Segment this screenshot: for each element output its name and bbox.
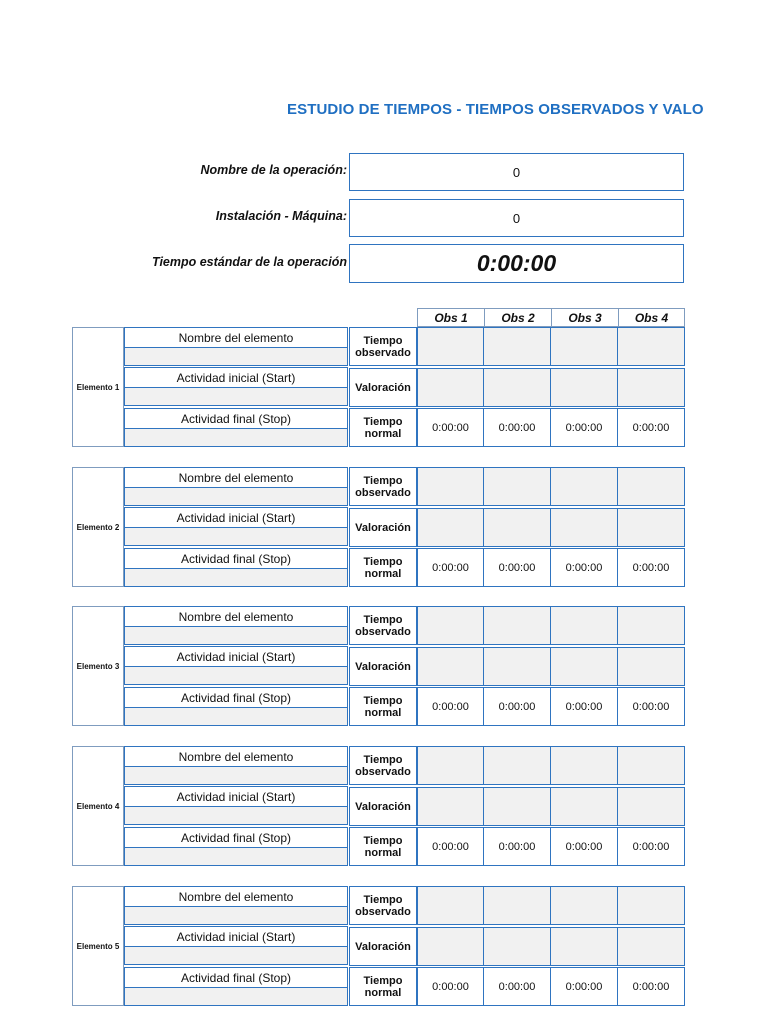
normal-time-cell: 0:00:00 <box>417 408 484 447</box>
row-label-rating: Valoración <box>349 927 417 966</box>
normal-time-cell: 0:00:00 <box>551 827 618 866</box>
row-label-normal: Tiempo normal <box>349 967 417 1006</box>
observed-input-cell[interactable] <box>417 886 484 925</box>
row-cells-observed <box>417 746 685 785</box>
field-title-stop: Actividad final (Stop) <box>124 687 348 707</box>
machine-field[interactable]: 0 <box>349 199 684 237</box>
rating-input-cell[interactable] <box>484 647 551 686</box>
observed-input-cell[interactable] <box>618 327 685 366</box>
row-cells-rating <box>417 508 685 547</box>
observed-input-cell[interactable] <box>417 467 484 506</box>
rating-input-cell[interactable] <box>417 368 484 407</box>
normal-time-cell: 0:00:00 <box>484 548 551 587</box>
observed-input-cell[interactable] <box>417 606 484 645</box>
observed-input-cell[interactable] <box>484 886 551 925</box>
observed-input-cell[interactable] <box>484 327 551 366</box>
rating-input-cell[interactable] <box>484 508 551 547</box>
field-title-start: Actividad inicial (Start) <box>124 646 348 666</box>
field-input-stop[interactable] <box>124 847 348 866</box>
field-title-start: Actividad inicial (Start) <box>124 507 348 527</box>
field-input-name[interactable] <box>124 487 348 506</box>
rating-input-cell[interactable] <box>551 647 618 686</box>
row-cells-observed <box>417 467 685 506</box>
element-block-2 <box>72 467 686 587</box>
row-label-normal: Tiempo normal <box>349 548 417 587</box>
element-block-1 <box>72 327 686 447</box>
normal-time-cell: 0:00:00 <box>618 408 685 447</box>
element-label: Elemento 1 <box>72 327 124 447</box>
row-label-rating: Valoración <box>349 647 417 686</box>
normal-time-cell: 0:00:00 <box>417 967 484 1006</box>
element-label: Elemento 5 <box>72 886 124 1006</box>
observed-input-cell[interactable] <box>417 746 484 785</box>
field-title-name: Nombre del elemento <box>124 467 348 487</box>
rating-input-cell[interactable] <box>484 927 551 966</box>
element-block-5 <box>72 886 686 1006</box>
element-label: Elemento 3 <box>72 606 124 726</box>
observed-input-cell[interactable] <box>551 606 618 645</box>
row-label-normal: Tiempo normal <box>349 408 417 447</box>
observed-input-cell[interactable] <box>551 746 618 785</box>
obs-header-2: Obs 2 <box>484 308 551 327</box>
rating-input-cell[interactable] <box>484 368 551 407</box>
element-label: Elemento 2 <box>72 467 124 587</box>
field-title-name: Nombre del elemento <box>124 606 348 626</box>
rating-input-cell[interactable] <box>618 927 685 966</box>
field-input-start[interactable] <box>124 666 348 685</box>
field-input-stop[interactable] <box>124 987 348 1006</box>
field-title-start: Actividad inicial (Start) <box>124 926 348 946</box>
field-title-name: Nombre del elemento <box>124 327 348 347</box>
row-label-observed: Tiempo observado <box>349 606 417 645</box>
row-cells-observed <box>417 606 685 645</box>
obs-header-1: Obs 1 <box>417 308 484 327</box>
row-label-observed: Tiempo observado <box>349 327 417 366</box>
standard-time-value: 0:00:00 <box>349 244 684 283</box>
observed-input-cell[interactable] <box>551 886 618 925</box>
rating-input-cell[interactable] <box>618 647 685 686</box>
observed-input-cell[interactable] <box>551 467 618 506</box>
field-input-start[interactable] <box>124 527 348 546</box>
element-block-4 <box>72 746 686 866</box>
normal-time-cell: 0:00:00 <box>551 548 618 587</box>
normal-time-cell: 0:00:00 <box>618 687 685 726</box>
row-label-observed: Tiempo observado <box>349 886 417 925</box>
observed-input-cell[interactable] <box>618 746 685 785</box>
obs-header-4: Obs 4 <box>618 308 685 327</box>
normal-time-cell: 0:00:00 <box>417 548 484 587</box>
rating-input-cell[interactable] <box>551 927 618 966</box>
observed-input-cell[interactable] <box>618 606 685 645</box>
field-input-name[interactable] <box>124 906 348 925</box>
observation-header <box>417 308 685 327</box>
rating-input-cell[interactable] <box>484 787 551 826</box>
row-cells-rating <box>417 787 685 826</box>
row-cells-normal <box>417 548 685 587</box>
normal-time-cell: 0:00:00 <box>551 687 618 726</box>
row-label-rating: Valoración <box>349 508 417 547</box>
field-input-name[interactable] <box>124 626 348 645</box>
normal-time-cell: 0:00:00 <box>618 548 685 587</box>
page-title: ESTUDIO DE TIEMPOS - TIEMPOS OBSERVADOS Y VALO <box>287 101 704 118</box>
machine-label: Instalación - Máquina: <box>215 209 347 223</box>
normal-time-cell: 0:00:00 <box>551 967 618 1006</box>
rating-input-cell[interactable] <box>417 647 484 686</box>
field-title-stop: Actividad final (Stop) <box>124 408 348 428</box>
field-input-stop[interactable] <box>124 428 348 447</box>
observed-input-cell[interactable] <box>417 327 484 366</box>
row-cells-rating <box>417 927 685 966</box>
row-label-observed: Tiempo observado <box>349 746 417 785</box>
rating-input-cell[interactable] <box>618 787 685 826</box>
field-title-stop: Actividad final (Stop) <box>124 548 348 568</box>
field-input-start[interactable] <box>124 946 348 965</box>
field-title-name: Nombre del elemento <box>124 886 348 906</box>
row-cells-observed <box>417 886 685 925</box>
observed-input-cell[interactable] <box>484 606 551 645</box>
row-cells-observed <box>417 327 685 366</box>
rating-input-cell[interactable] <box>551 787 618 826</box>
row-label-rating: Valoración <box>349 368 417 407</box>
normal-time-cell: 0:00:00 <box>618 967 685 1006</box>
field-input-stop[interactable] <box>124 568 348 587</box>
row-cells-normal <box>417 408 685 447</box>
row-label-rating: Valoración <box>349 787 417 826</box>
normal-time-cell: 0:00:00 <box>417 827 484 866</box>
field-input-start[interactable] <box>124 806 348 825</box>
observed-input-cell[interactable] <box>484 467 551 506</box>
observed-input-cell[interactable] <box>618 467 685 506</box>
row-cells-normal <box>417 687 685 726</box>
element-label: Elemento 4 <box>72 746 124 866</box>
operation-name-field[interactable]: 0 <box>349 153 684 191</box>
row-label-normal: Tiempo normal <box>349 687 417 726</box>
row-cells-normal <box>417 967 685 1006</box>
rating-input-cell[interactable] <box>551 508 618 547</box>
normal-time-cell: 0:00:00 <box>417 687 484 726</box>
rating-input-cell[interactable] <box>417 927 484 966</box>
observed-input-cell[interactable] <box>551 327 618 366</box>
field-input-stop[interactable] <box>124 707 348 726</box>
observed-input-cell[interactable] <box>484 746 551 785</box>
element-block-3 <box>72 606 686 726</box>
row-cells-normal <box>417 827 685 866</box>
field-input-name[interactable] <box>124 766 348 785</box>
row-label-normal: Tiempo normal <box>349 827 417 866</box>
field-title-start: Actividad inicial (Start) <box>124 367 348 387</box>
row-label-observed: Tiempo observado <box>349 467 417 506</box>
normal-time-cell: 0:00:00 <box>618 827 685 866</box>
field-input-name[interactable] <box>124 347 348 366</box>
field-title-name: Nombre del elemento <box>124 746 348 766</box>
obs-header-3: Obs 3 <box>551 308 618 327</box>
normal-time-cell: 0:00:00 <box>551 408 618 447</box>
normal-time-cell: 0:00:00 <box>484 408 551 447</box>
field-title-stop: Actividad final (Stop) <box>124 827 348 847</box>
field-title-stop: Actividad final (Stop) <box>124 967 348 987</box>
row-cells-rating <box>417 647 685 686</box>
operation-name-label: Nombre de la operación: <box>200 163 347 177</box>
standard-time-label: Tiempo estándar de la operación <box>152 255 347 269</box>
rating-input-cell[interactable] <box>551 368 618 407</box>
rating-input-cell[interactable] <box>417 508 484 547</box>
field-input-start[interactable] <box>124 387 348 406</box>
observed-input-cell[interactable] <box>618 886 685 925</box>
normal-time-cell: 0:00:00 <box>484 827 551 866</box>
row-cells-rating <box>417 368 685 407</box>
normal-time-cell: 0:00:00 <box>484 967 551 1006</box>
rating-input-cell[interactable] <box>417 787 484 826</box>
field-title-start: Actividad inicial (Start) <box>124 786 348 806</box>
rating-input-cell[interactable] <box>618 368 685 407</box>
rating-input-cell[interactable] <box>618 508 685 547</box>
normal-time-cell: 0:00:00 <box>484 687 551 726</box>
